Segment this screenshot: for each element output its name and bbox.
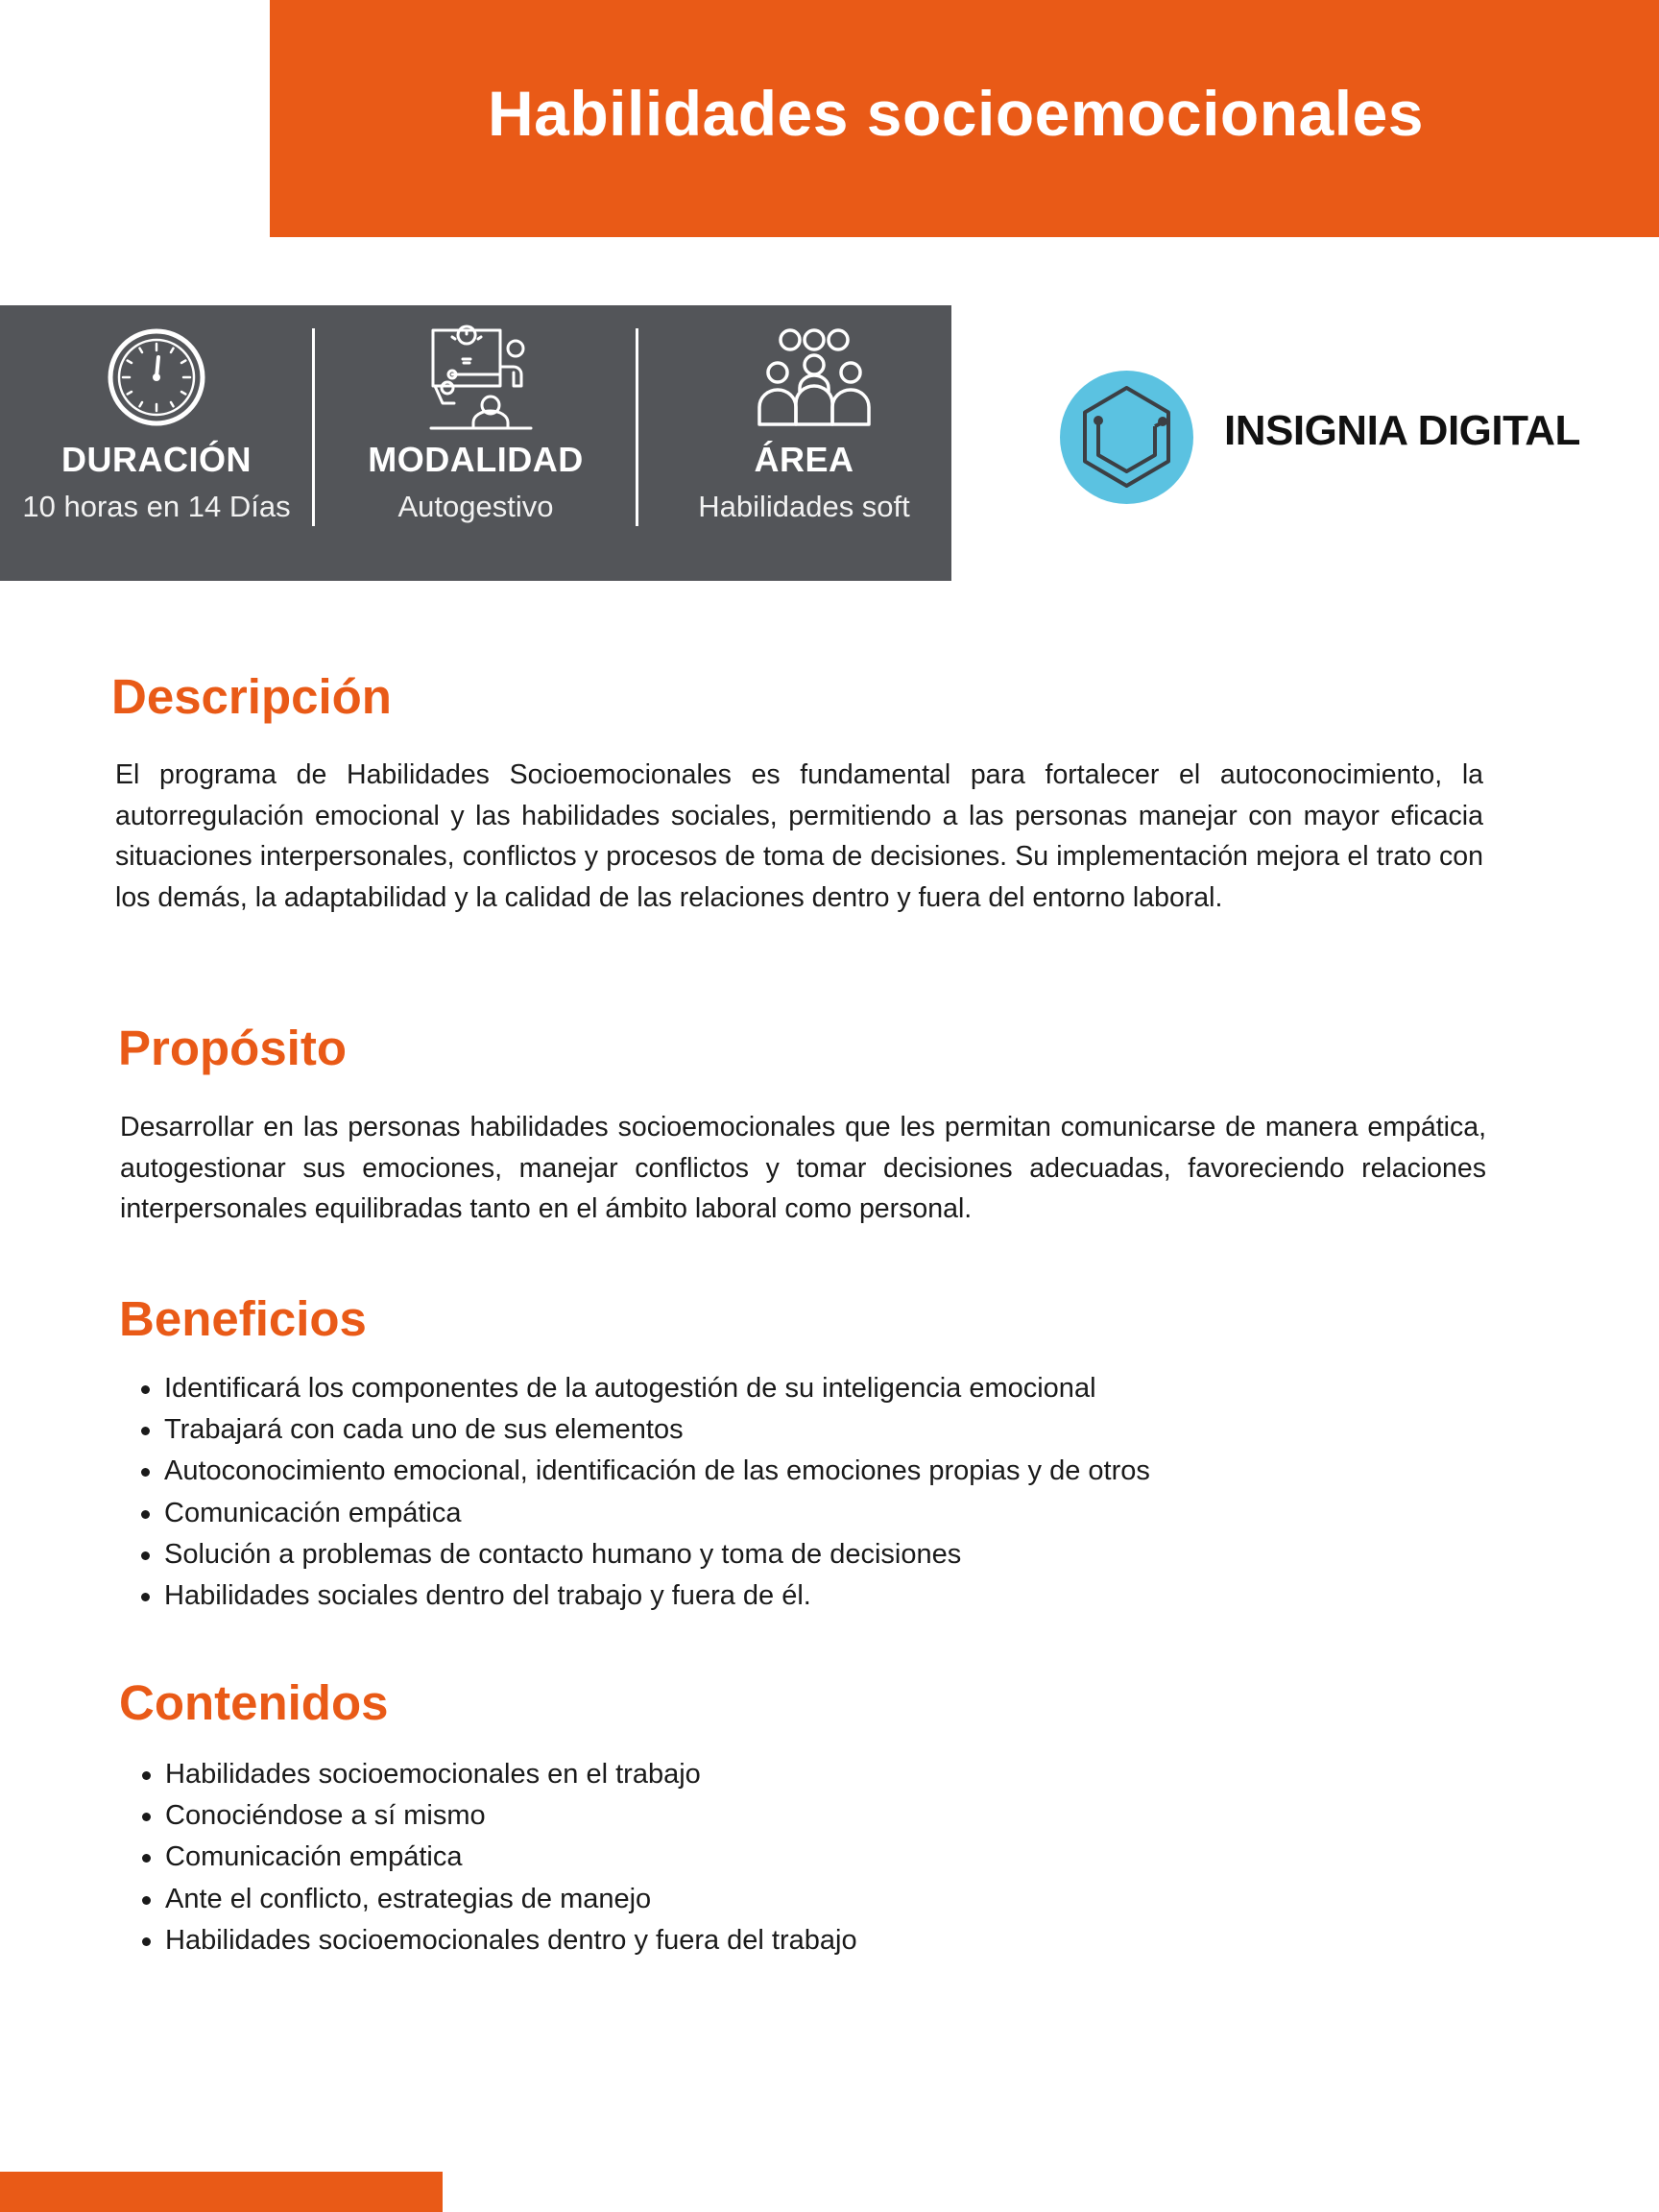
list-item	[141, 1368, 1485, 1409]
list-item	[141, 1451, 1485, 1492]
benefits-title: Beneficios	[119, 1291, 367, 1346]
list-item	[142, 1754, 1486, 1795]
list-item	[142, 1795, 1486, 1837]
digital-badge-icon	[1060, 371, 1193, 504]
bullet	[142, 1813, 151, 1821]
bullet	[142, 1854, 151, 1863]
bullet	[141, 1385, 150, 1394]
list-item	[141, 1409, 1485, 1451]
list-item	[141, 1534, 1485, 1575]
benefit-text: Identificará los componentes de la autogestión de su inteligencia emocional	[164, 1373, 1096, 1404]
contents-title: Contenidos	[119, 1675, 389, 1730]
benefit-text: Trabajará con cada uno de sus elementos	[164, 1414, 684, 1446]
benefit-text: Habilidades sociales dentro del trabajo y fuera de él.	[164, 1579, 811, 1611]
description-text: El programa de Habilidades Socioemocionales es fundamental para fortalecer el autoconocimiento, la autorregulación emocional y las habilidades sociales, permitiendo a las personas manejar con mayor eficacia situaciones interpersonales, conflictos y procesos de toma de decisiones. Su implementación mejora el trato con los demás, la adaptabilidad y la calidad de las relaciones dentro y fuera del entorno laboral.	[115, 759, 1483, 913]
bullet	[141, 1468, 150, 1477]
presenter-icon	[423, 325, 529, 430]
info-modality	[315, 305, 637, 581]
content-text: Ante el conflicto, estrategias de manejo	[165, 1883, 652, 1914]
info-area	[638, 305, 970, 581]
benefit-text: Comunicación empática	[164, 1497, 462, 1528]
benefit-text: Solución a problemas de contacto humano y toma de decisiones	[164, 1538, 962, 1570]
list-item	[142, 1920, 1486, 1961]
bullet	[141, 1510, 150, 1519]
purpose-title: Propósito	[118, 1021, 347, 1075]
badge-label: INSIGNIA DIGITAL	[1224, 407, 1580, 454]
area-value: Habilidades soft	[698, 490, 910, 523]
page-title: Habilidades socioemocionales	[488, 78, 1424, 149]
clock-icon	[104, 325, 209, 430]
list-item	[142, 1879, 1486, 1920]
bullet	[141, 1427, 150, 1435]
bullet	[141, 1551, 150, 1560]
list-item	[141, 1575, 1485, 1617]
info-duration	[0, 305, 313, 581]
content-text: Habilidades socioemocionales dentro y fuera del trabajo	[165, 1924, 857, 1956]
modality-label: MODALIDAD	[368, 440, 584, 479]
benefit-text: Autoconocimiento emocional, identificación de las emociones propias y de otros	[164, 1455, 1150, 1487]
header-bar	[270, 0, 1659, 237]
contents-list	[142, 1754, 1486, 1961]
list-item	[142, 1837, 1486, 1878]
bullet	[142, 1771, 151, 1780]
content-text: Comunicación empática	[165, 1841, 463, 1873]
group-icon	[752, 325, 857, 430]
modality-value: Autogestivo	[397, 490, 554, 523]
content-text: Conociéndose a sí mismo	[165, 1800, 486, 1832]
bullet	[142, 1937, 151, 1946]
duration-label: DURACIÓN	[61, 440, 252, 479]
footer-accent-bar	[0, 2172, 443, 2212]
list-item	[141, 1493, 1485, 1534]
duration-value: 10 horas en 14 Días	[22, 490, 291, 523]
purpose-text: Desarrollar en las personas habilidades socioemocionales que les permitan comunicarse de manera empática, autogestionar sus emociones, manejar conflictos y tomar decisiones adecuadas, favoreciendo relaciones interpersonales equilibradas tanto en el ámbito laboral como personal.	[120, 1112, 1486, 1224]
content-text: Habilidades socioemocionales en el trabajo	[165, 1759, 701, 1790]
course-info-panel	[0, 305, 951, 581]
benefits-list	[141, 1368, 1485, 1617]
bullet	[142, 1896, 151, 1905]
description-title: Descripción	[111, 669, 392, 724]
bullet	[141, 1593, 150, 1601]
area-label: ÁREA	[754, 440, 854, 479]
